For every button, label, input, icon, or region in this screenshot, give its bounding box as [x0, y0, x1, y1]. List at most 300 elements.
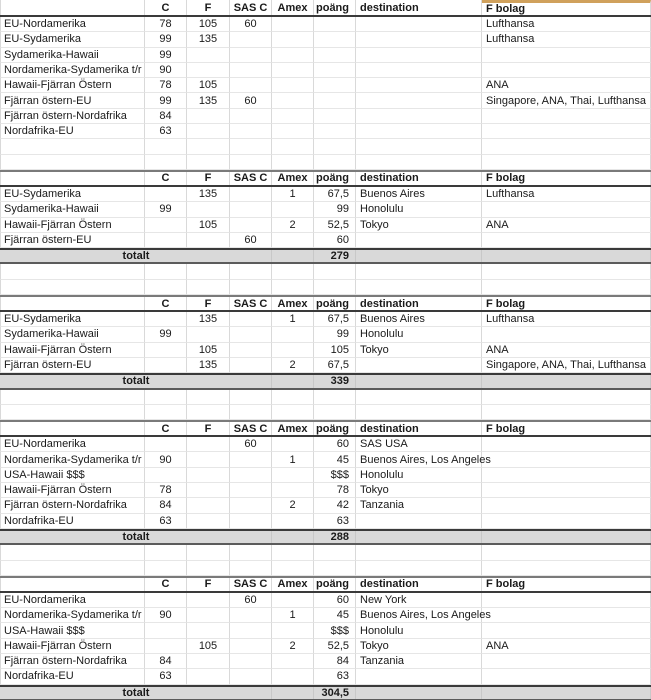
destination-cell[interactable]: SAS USA — [356, 437, 482, 452]
column-header-cell[interactable]: destination — [356, 297, 482, 310]
empty-cell[interactable] — [482, 280, 651, 295]
airline-cell[interactable] — [482, 483, 651, 498]
destination-cell[interactable]: Honolulu — [356, 202, 482, 217]
empty-cell[interactable] — [145, 139, 187, 154]
airline-cell[interactable] — [482, 109, 651, 124]
value-cell-c[interactable]: 63 — [145, 669, 187, 684]
total-label-cell[interactable]: totalt — [0, 375, 272, 387]
value-cell-amex[interactable]: 1 — [272, 608, 314, 623]
destination-cell[interactable]: Tokyo — [356, 639, 482, 654]
value-cell-f[interactable] — [187, 483, 230, 498]
airline-cell[interactable]: Singapore, ANA, Thai, Lufthansa — [482, 93, 651, 108]
column-header-cell[interactable]: F bolag — [482, 578, 651, 591]
value-cell-sasc[interactable]: 60 — [230, 17, 272, 32]
airline-cell[interactable] — [482, 48, 651, 63]
value-cell-f[interactable]: 105 — [187, 78, 230, 93]
total-label-cell[interactable]: totalt — [0, 687, 272, 699]
airline-cell[interactable] — [482, 498, 651, 513]
empty-cell[interactable] — [145, 280, 187, 295]
value-cell-amex[interactable]: 2 — [272, 358, 314, 373]
value-cell-c[interactable]: 99 — [145, 93, 187, 108]
column-header-cell[interactable]: C — [145, 172, 187, 185]
empty-cell[interactable] — [230, 280, 272, 295]
empty-cell[interactable] — [272, 250, 314, 262]
airline-cell[interactable]: ANA — [482, 343, 651, 358]
total-points-cell[interactable]: 288 — [314, 531, 356, 543]
empty-cell[interactable] — [272, 155, 314, 170]
value-cell-sasc[interactable] — [230, 483, 272, 498]
empty-cell[interactable] — [230, 139, 272, 154]
column-header-cell[interactable]: poäng — [314, 172, 356, 185]
empty-cell[interactable] — [145, 390, 187, 405]
empty-cell[interactable] — [272, 280, 314, 295]
column-header-cell[interactable]: F — [187, 0, 230, 15]
empty-cell[interactable] — [230, 155, 272, 170]
value-cell-sasc[interactable] — [230, 78, 272, 93]
destination-cell[interactable]: Tokyo — [356, 343, 482, 358]
column-header-cell[interactable]: poäng — [314, 297, 356, 310]
value-cell-amex[interactable] — [272, 93, 314, 108]
airline-cell[interactable] — [482, 327, 651, 342]
points-cell[interactable]: 52,5 — [314, 639, 356, 654]
column-header-cell[interactable]: F bolag — [482, 297, 651, 310]
points-cell[interactable]: 60 — [314, 233, 356, 248]
value-cell-sasc[interactable] — [230, 48, 272, 63]
empty-cell[interactable] — [482, 155, 651, 170]
value-cell-amex[interactable] — [272, 78, 314, 93]
value-cell-f[interactable]: 135 — [187, 358, 230, 373]
airline-cell[interactable] — [482, 437, 651, 452]
destination-cell[interactable]: Tokyo — [356, 483, 482, 498]
value-cell-c[interactable] — [145, 343, 187, 358]
empty-cell[interactable] — [356, 531, 482, 543]
row-label-cell[interactable]: EU-Nordamerika — [0, 437, 145, 452]
value-cell-f[interactable]: 135 — [187, 93, 230, 108]
points-cell[interactable] — [314, 17, 356, 32]
destination-cell[interactable]: Tanzania — [356, 654, 482, 669]
destination-cell[interactable] — [356, 78, 482, 93]
value-cell-c[interactable]: 99 — [145, 327, 187, 342]
empty-cell[interactable] — [482, 531, 651, 543]
row-label-cell[interactable]: Fjärran östern-EU — [0, 358, 145, 373]
total-points-cell[interactable]: 339 — [314, 375, 356, 387]
row-label-cell[interactable]: USA-Hawaii $$$ — [0, 623, 145, 638]
row-label-cell[interactable]: Fjärran östern-Nordafrika — [0, 498, 145, 513]
column-header-cell[interactable]: SAS C — [230, 172, 272, 185]
value-cell-f[interactable]: 105 — [187, 639, 230, 654]
value-cell-c[interactable] — [145, 437, 187, 452]
value-cell-sasc[interactable] — [230, 608, 272, 623]
total-label-cell[interactable]: totalt — [0, 531, 272, 543]
empty-cell[interactable] — [187, 561, 230, 576]
row-label-cell[interactable]: Sydamerika-Hawaii — [0, 48, 145, 63]
header-spacer-cell[interactable] — [0, 422, 145, 435]
empty-cell[interactable] — [356, 155, 482, 170]
value-cell-f[interactable] — [187, 109, 230, 124]
empty-cell[interactable] — [0, 405, 145, 420]
value-cell-c[interactable]: 90 — [145, 608, 187, 623]
value-cell-f[interactable]: 105 — [187, 218, 230, 233]
points-cell[interactable]: 67,5 — [314, 358, 356, 373]
header-spacer-cell[interactable] — [0, 578, 145, 591]
points-cell[interactable]: 52,5 — [314, 218, 356, 233]
row-label-cell[interactable]: Hawaii-Fjärran Östern — [0, 343, 145, 358]
value-cell-f[interactable] — [187, 514, 230, 529]
points-cell[interactable]: 42 — [314, 498, 356, 513]
empty-cell[interactable] — [482, 375, 651, 387]
airline-cell[interactable]: Lufthansa — [482, 312, 651, 327]
airline-cell[interactable]: ANA — [482, 218, 651, 233]
value-cell-amex[interactable] — [272, 669, 314, 684]
points-cell[interactable] — [314, 93, 356, 108]
empty-cell[interactable] — [356, 390, 482, 405]
destination-cell[interactable] — [356, 514, 482, 529]
value-cell-sasc[interactable] — [230, 514, 272, 529]
value-cell-amex[interactable]: 2 — [272, 218, 314, 233]
airline-cell[interactable]: Lufthansa — [482, 32, 651, 47]
airline-cell[interactable] — [482, 654, 651, 669]
airline-cell[interactable] — [482, 514, 651, 529]
column-header-cell[interactable]: destination — [356, 578, 482, 591]
empty-cell[interactable] — [230, 561, 272, 576]
value-cell-c[interactable]: 63 — [145, 124, 187, 139]
airline-cell[interactable] — [482, 669, 651, 684]
value-cell-sasc[interactable]: 60 — [230, 233, 272, 248]
points-cell[interactable] — [314, 78, 356, 93]
value-cell-sasc[interactable]: 60 — [230, 437, 272, 452]
empty-cell[interactable] — [356, 139, 482, 154]
column-header-cell[interactable]: destination — [356, 0, 482, 15]
airline-cell[interactable] — [482, 124, 651, 139]
empty-cell[interactable] — [145, 405, 187, 420]
row-label-cell[interactable]: USA-Hawaii $$$ — [0, 468, 145, 483]
empty-cell[interactable] — [0, 280, 145, 295]
value-cell-c[interactable]: 78 — [145, 483, 187, 498]
value-cell-c[interactable]: 84 — [145, 109, 187, 124]
column-header-cell[interactable]: Amex — [272, 422, 314, 435]
empty-cell[interactable] — [187, 545, 230, 560]
empty-cell[interactable] — [0, 264, 145, 279]
airline-cell[interactable] — [482, 452, 651, 467]
row-label-cell[interactable]: Hawaii-Fjärran Östern — [0, 483, 145, 498]
value-cell-f[interactable] — [187, 608, 230, 623]
row-label-cell[interactable]: Fjärran östern-Nordafrika — [0, 654, 145, 669]
column-header-cell[interactable]: SAS C — [230, 422, 272, 435]
value-cell-c[interactable]: 63 — [145, 514, 187, 529]
column-header-cell[interactable]: poäng — [314, 0, 356, 15]
empty-cell[interactable] — [272, 531, 314, 543]
value-cell-sasc[interactable] — [230, 109, 272, 124]
airline-cell[interactable] — [482, 608, 651, 623]
points-cell[interactable]: 45 — [314, 452, 356, 467]
column-header-cell[interactable]: SAS C — [230, 0, 272, 15]
points-cell[interactable]: 60 — [314, 437, 356, 452]
value-cell-f[interactable] — [187, 437, 230, 452]
destination-cell[interactable]: Honolulu — [356, 327, 482, 342]
column-header-cell[interactable]: poäng — [314, 422, 356, 435]
destination-cell[interactable] — [356, 109, 482, 124]
empty-cell[interactable] — [272, 375, 314, 387]
row-label-cell[interactable]: EU-Sydamerika — [0, 312, 145, 327]
empty-cell[interactable] — [356, 687, 482, 699]
value-cell-amex[interactable]: 1 — [272, 187, 314, 202]
column-header-cell[interactable]: poäng — [314, 578, 356, 591]
row-label-cell[interactable]: Sydamerika-Hawaii — [0, 202, 145, 217]
value-cell-f[interactable] — [187, 48, 230, 63]
value-cell-f[interactable] — [187, 654, 230, 669]
empty-cell[interactable] — [0, 545, 145, 560]
airline-cell[interactable]: Singapore, ANA, Thai, Lufthansa — [482, 358, 651, 373]
column-header-cell[interactable]: Amex — [272, 172, 314, 185]
column-header-cell[interactable]: F bolag — [482, 0, 651, 15]
destination-cell[interactable]: Buenos Aires — [356, 312, 482, 327]
empty-cell[interactable] — [187, 405, 230, 420]
destination-cell[interactable]: Tanzania — [356, 498, 482, 513]
value-cell-sasc[interactable]: 60 — [230, 593, 272, 608]
column-header-cell[interactable]: F — [187, 172, 230, 185]
empty-cell[interactable] — [145, 155, 187, 170]
row-label-cell[interactable]: Nordamerika-Sydamerika t/r — [0, 608, 145, 623]
value-cell-sasc[interactable] — [230, 32, 272, 47]
empty-cell[interactable] — [314, 561, 356, 576]
value-cell-amex[interactable]: 1 — [272, 312, 314, 327]
destination-cell[interactable]: Buenos Aires, Los Angeles — [356, 608, 482, 623]
airline-cell[interactable] — [482, 202, 651, 217]
empty-cell[interactable] — [314, 155, 356, 170]
value-cell-f[interactable] — [187, 593, 230, 608]
value-cell-c[interactable]: 90 — [145, 63, 187, 78]
row-label-cell[interactable]: EU-Nordamerika — [0, 17, 145, 32]
row-label-cell[interactable]: EU-Nordamerika — [0, 593, 145, 608]
points-cell[interactable]: $$$ — [314, 623, 356, 638]
value-cell-sasc[interactable] — [230, 343, 272, 358]
value-cell-sasc[interactable] — [230, 498, 272, 513]
airline-cell[interactable] — [482, 623, 651, 638]
value-cell-sasc[interactable]: 60 — [230, 93, 272, 108]
column-header-cell[interactable]: Amex — [272, 297, 314, 310]
value-cell-f[interactable]: 105 — [187, 17, 230, 32]
empty-cell[interactable] — [230, 264, 272, 279]
empty-cell[interactable] — [187, 155, 230, 170]
destination-cell[interactable] — [356, 358, 482, 373]
airline-cell[interactable]: Lufthansa — [482, 187, 651, 202]
points-cell[interactable]: 84 — [314, 654, 356, 669]
destination-cell[interactable]: Buenos Aires — [356, 187, 482, 202]
value-cell-f[interactable] — [187, 63, 230, 78]
airline-cell[interactable]: ANA — [482, 78, 651, 93]
empty-cell[interactable] — [314, 280, 356, 295]
value-cell-amex[interactable] — [272, 48, 314, 63]
empty-cell[interactable] — [187, 264, 230, 279]
value-cell-amex[interactable] — [272, 109, 314, 124]
value-cell-amex[interactable] — [272, 468, 314, 483]
points-cell[interactable]: 78 — [314, 483, 356, 498]
airline-cell[interactable] — [482, 468, 651, 483]
column-header-cell[interactable]: F bolag — [482, 172, 651, 185]
value-cell-f[interactable] — [187, 623, 230, 638]
destination-cell[interactable]: New York — [356, 593, 482, 608]
column-header-cell[interactable]: F — [187, 422, 230, 435]
value-cell-amex[interactable] — [272, 327, 314, 342]
value-cell-c[interactable] — [145, 623, 187, 638]
column-header-cell[interactable]: F — [187, 578, 230, 591]
value-cell-c[interactable]: 84 — [145, 654, 187, 669]
column-header-cell[interactable]: F bolag — [482, 422, 651, 435]
empty-cell[interactable] — [0, 390, 145, 405]
row-label-cell[interactable]: Nordamerika-Sydamerika t/r — [0, 452, 145, 467]
empty-cell[interactable] — [272, 390, 314, 405]
empty-cell[interactable] — [0, 155, 145, 170]
empty-cell[interactable] — [272, 561, 314, 576]
points-cell[interactable]: $$$ — [314, 468, 356, 483]
empty-cell[interactable] — [314, 405, 356, 420]
value-cell-f[interactable] — [187, 124, 230, 139]
value-cell-c[interactable]: 99 — [145, 32, 187, 47]
airline-cell[interactable]: ANA — [482, 639, 651, 654]
value-cell-amex[interactable]: 1 — [272, 452, 314, 467]
value-cell-amex[interactable] — [272, 233, 314, 248]
value-cell-c[interactable] — [145, 593, 187, 608]
value-cell-c[interactable]: 84 — [145, 498, 187, 513]
empty-cell[interactable] — [356, 264, 482, 279]
row-label-cell[interactable]: Fjärran östern-EU — [0, 93, 145, 108]
row-label-cell[interactable]: EU-Sydamerika — [0, 32, 145, 47]
row-label-cell[interactable]: Nordafrika-EU — [0, 124, 145, 139]
value-cell-c[interactable] — [145, 639, 187, 654]
points-cell[interactable]: 60 — [314, 593, 356, 608]
value-cell-amex[interactable] — [272, 437, 314, 452]
airline-cell[interactable] — [482, 233, 651, 248]
value-cell-amex[interactable] — [272, 593, 314, 608]
points-cell[interactable] — [314, 63, 356, 78]
value-cell-f[interactable]: 135 — [187, 32, 230, 47]
header-spacer-cell[interactable] — [0, 172, 145, 185]
value-cell-amex[interactable] — [272, 124, 314, 139]
value-cell-sasc[interactable] — [230, 312, 272, 327]
value-cell-f[interactable] — [187, 327, 230, 342]
value-cell-amex[interactable] — [272, 654, 314, 669]
empty-cell[interactable] — [482, 545, 651, 560]
empty-cell[interactable] — [272, 139, 314, 154]
points-cell[interactable] — [314, 32, 356, 47]
destination-cell[interactable] — [356, 233, 482, 248]
points-cell[interactable]: 105 — [314, 343, 356, 358]
total-label-cell[interactable]: totalt — [0, 250, 272, 262]
value-cell-f[interactable] — [187, 202, 230, 217]
value-cell-sasc[interactable] — [230, 327, 272, 342]
points-cell[interactable]: 99 — [314, 202, 356, 217]
empty-cell[interactable] — [272, 687, 314, 699]
empty-cell[interactable] — [0, 139, 145, 154]
value-cell-f[interactable] — [187, 452, 230, 467]
empty-cell[interactable] — [314, 390, 356, 405]
destination-cell[interactable] — [356, 32, 482, 47]
empty-cell[interactable] — [230, 405, 272, 420]
column-header-cell[interactable]: C — [145, 0, 187, 15]
column-header-cell[interactable]: C — [145, 422, 187, 435]
row-label-cell[interactable]: Hawaii-Fjärran Östern — [0, 639, 145, 654]
empty-cell[interactable] — [356, 561, 482, 576]
value-cell-amex[interactable] — [272, 32, 314, 47]
empty-cell[interactable] — [230, 390, 272, 405]
destination-cell[interactable]: Honolulu — [356, 468, 482, 483]
value-cell-c[interactable]: 78 — [145, 78, 187, 93]
row-label-cell[interactable]: Nordafrika-EU — [0, 514, 145, 529]
empty-cell[interactable] — [314, 139, 356, 154]
value-cell-sasc[interactable] — [230, 669, 272, 684]
value-cell-f[interactable]: 135 — [187, 312, 230, 327]
column-header-cell[interactable]: SAS C — [230, 297, 272, 310]
points-cell[interactable]: 63 — [314, 669, 356, 684]
empty-cell[interactable] — [187, 139, 230, 154]
points-cell[interactable]: 63 — [314, 514, 356, 529]
column-header-cell[interactable]: C — [145, 578, 187, 591]
column-header-cell[interactable]: destination — [356, 172, 482, 185]
points-cell[interactable]: 45 — [314, 608, 356, 623]
value-cell-sasc[interactable] — [230, 623, 272, 638]
column-header-cell[interactable]: Amex — [272, 0, 314, 15]
empty-cell[interactable] — [482, 390, 651, 405]
value-cell-c[interactable] — [145, 358, 187, 373]
empty-cell[interactable] — [145, 545, 187, 560]
empty-cell[interactable] — [482, 687, 651, 699]
empty-cell[interactable] — [314, 545, 356, 560]
value-cell-sasc[interactable] — [230, 124, 272, 139]
destination-cell[interactable] — [356, 63, 482, 78]
value-cell-amex[interactable] — [272, 17, 314, 32]
empty-cell[interactable] — [356, 375, 482, 387]
destination-cell[interactable]: Buenos Aires, Los Angeles — [356, 452, 482, 467]
value-cell-c[interactable] — [145, 218, 187, 233]
value-cell-c[interactable] — [145, 233, 187, 248]
destination-cell[interactable] — [356, 669, 482, 684]
empty-cell[interactable] — [356, 280, 482, 295]
airline-cell[interactable]: Lufthansa — [482, 17, 651, 32]
value-cell-sasc[interactable] — [230, 218, 272, 233]
destination-cell[interactable] — [356, 48, 482, 63]
row-label-cell[interactable]: Fjärran östern-EU — [0, 233, 145, 248]
total-points-cell[interactable]: 304,5 — [314, 687, 356, 699]
row-label-cell[interactable]: Hawaii-Fjärran Östern — [0, 78, 145, 93]
points-cell[interactable]: 99 — [314, 327, 356, 342]
column-header-cell[interactable]: SAS C — [230, 578, 272, 591]
empty-cell[interactable] — [482, 264, 651, 279]
empty-cell[interactable] — [482, 139, 651, 154]
value-cell-amex[interactable]: 2 — [272, 639, 314, 654]
points-cell[interactable]: 67,5 — [314, 187, 356, 202]
value-cell-c[interactable] — [145, 187, 187, 202]
value-cell-sasc[interactable] — [230, 468, 272, 483]
value-cell-sasc[interactable] — [230, 187, 272, 202]
value-cell-f[interactable] — [187, 468, 230, 483]
airline-cell[interactable] — [482, 593, 651, 608]
row-label-cell[interactable]: Nordamerika-Sydamerika t/r — [0, 63, 145, 78]
value-cell-c[interactable]: 99 — [145, 48, 187, 63]
points-cell[interactable]: 67,5 — [314, 312, 356, 327]
header-spacer-cell[interactable] — [0, 0, 145, 15]
empty-cell[interactable] — [187, 280, 230, 295]
value-cell-sasc[interactable] — [230, 452, 272, 467]
value-cell-f[interactable] — [187, 233, 230, 248]
empty-cell[interactable] — [314, 264, 356, 279]
row-label-cell[interactable]: Sydamerika-Hawaii — [0, 327, 145, 342]
destination-cell[interactable] — [356, 93, 482, 108]
empty-cell[interactable] — [272, 545, 314, 560]
empty-cell[interactable] — [356, 250, 482, 262]
value-cell-f[interactable]: 135 — [187, 187, 230, 202]
empty-cell[interactable] — [272, 264, 314, 279]
empty-cell[interactable] — [356, 405, 482, 420]
